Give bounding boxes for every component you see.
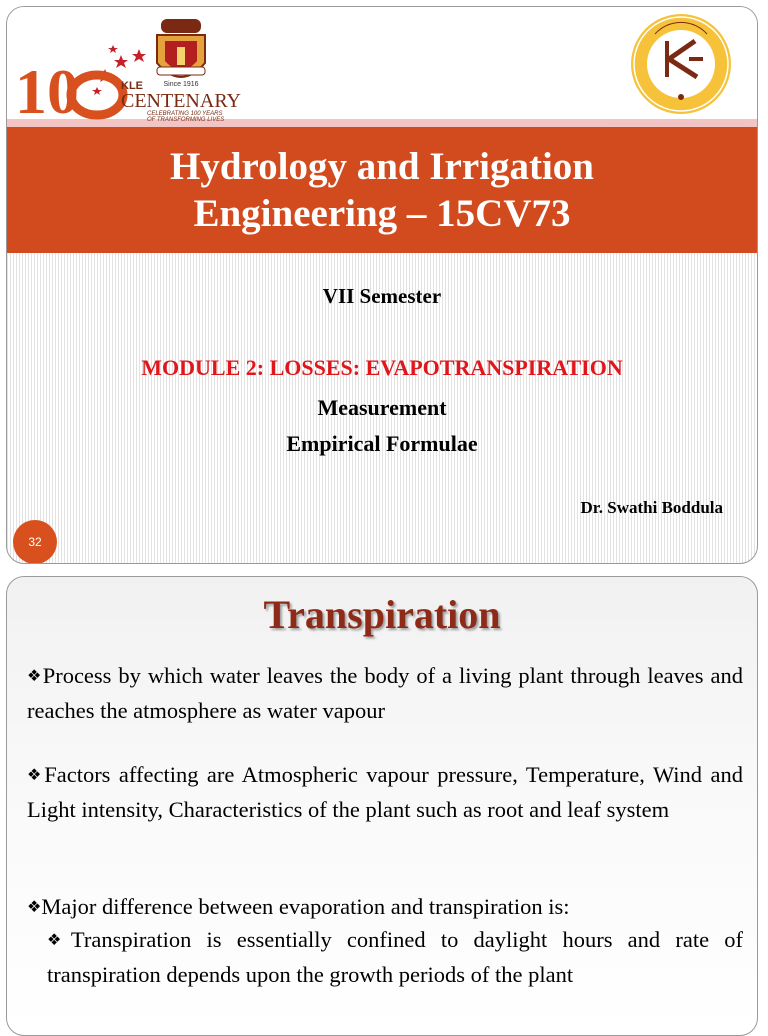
slide-heading: Transpiration — [263, 592, 501, 637]
title-line-1: Hydrology and Irrigation — [170, 145, 594, 188]
module-title: MODULE 2: LOSSES: EVAPOTRANSPIRATION — [141, 355, 623, 380]
divider-line-thin — [607, 123, 742, 124]
bullet-text: Process by which water leaves the body of a living plant through leaves and reaches the atmosphere as water vapour — [27, 663, 743, 723]
semester-label: VII Semester — [322, 284, 442, 308]
svg-text:CENTENARY: CENTENARY — [121, 90, 241, 112]
bullet-point — [27, 758, 743, 826]
svg-text:Since 1916: Since 1916 — [163, 81, 199, 88]
kle-centenary-logo — [13, 11, 253, 121]
svg-text:OF TRANSFORMING LIVES: OF TRANSFORMING LIVES — [147, 117, 225, 121]
kle-society-seal — [625, 11, 737, 117]
topic-empirical-formulae: Empirical Formulae — [286, 431, 478, 456]
transpiration-slide — [6, 576, 758, 1036]
title-band — [7, 127, 757, 253]
svg-text:KLE: KLE — [121, 80, 143, 92]
bullet-point — [27, 890, 743, 925]
bullet-text: Factors affecting are Atmospheric vapour pressure, Temperature, Wind and Light intensity, Characteristics of the plant such as root and leaf system — [27, 762, 744, 822]
diamond-bullet-icon: ❖ — [27, 666, 43, 685]
svg-text:10: 10 — [15, 56, 79, 121]
diamond-bullet-icon: ❖ — [47, 930, 71, 949]
sub-bullet-point — [47, 923, 743, 991]
slide-title — [170, 143, 594, 237]
title-line-2: Engineering – 15CV73 — [193, 192, 571, 235]
bullet-text: Major difference between evaporation and transpiration is: — [41, 894, 570, 919]
diamond-bullet-icon: ❖ — [27, 897, 42, 916]
page-number-badge: 32 — [13, 520, 57, 564]
author-name: Dr. Swathi Boddula — [580, 498, 723, 517]
title-slide — [6, 6, 758, 564]
sub-bullet-text: Transpiration is essentially confined to daylight hours and rate of transpiration depends upon the growth periods of the plant — [47, 927, 744, 987]
diamond-bullet-icon: ❖ — [27, 765, 45, 784]
svg-text:CELEBRATING 100 YEARS: CELEBRATING 100 YEARS — [147, 111, 223, 117]
bullet-point — [27, 659, 743, 727]
topic-measurement: Measurement — [317, 395, 447, 420]
